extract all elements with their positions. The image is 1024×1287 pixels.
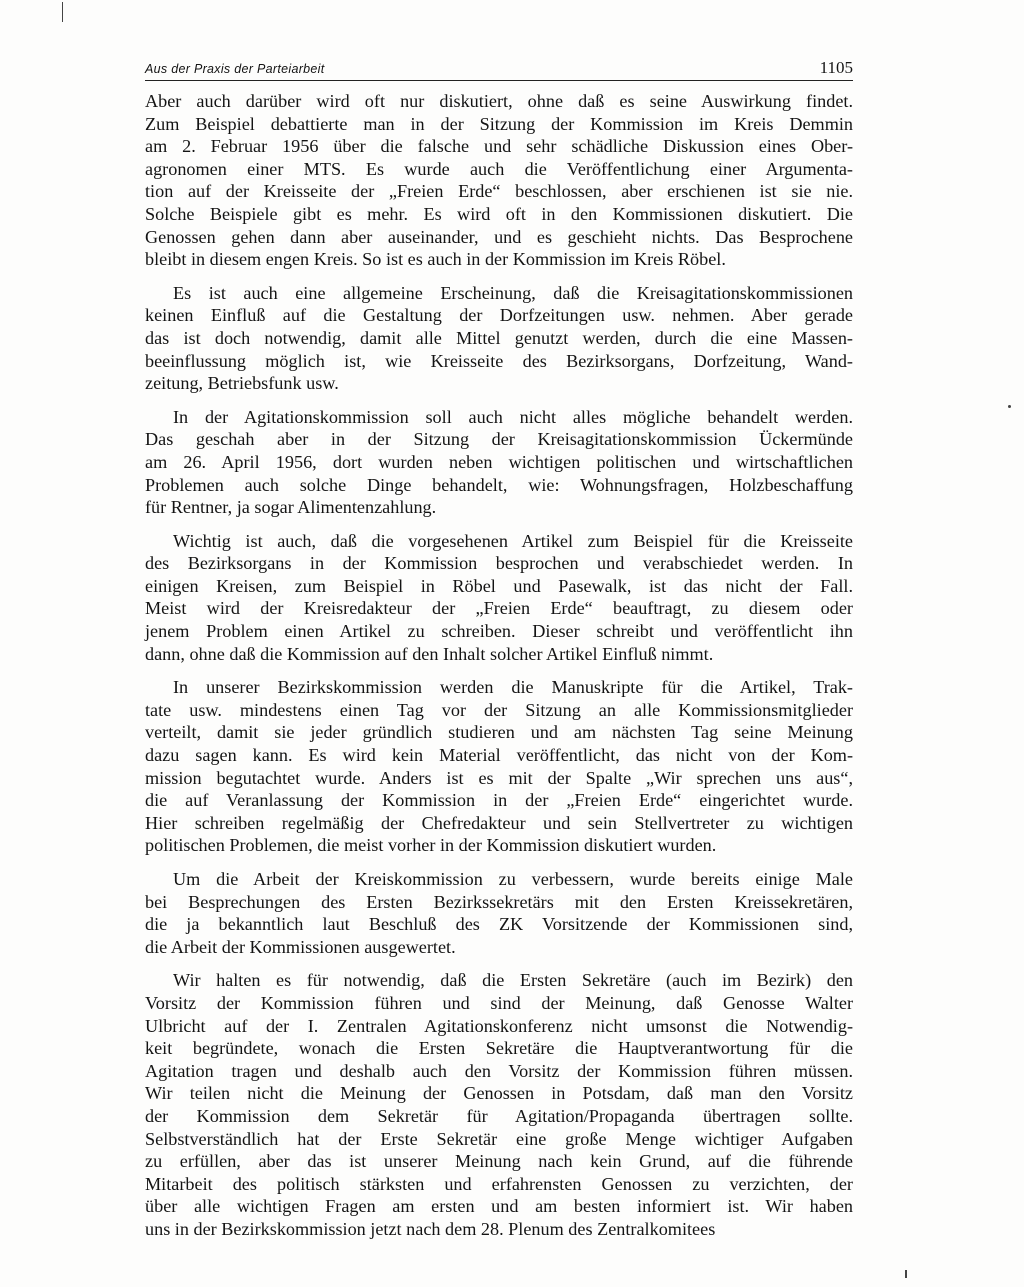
text-line: mission begutachtet wurde. Anders ist es mit der Spalte „Wir sprechen uns aus“, [145,767,853,788]
text-line: Wir halten es für notwendig, daß die Ersten Sekretäre (auch im Bezirk) den [173,970,853,991]
text-line: Vorsitz der Kommission führen und sind der Meinung, daß Genosse Walter [145,992,853,1013]
text-line: Problemen auch solche Dinge behandelt, wie: Wohnungsfragen, Holzbeschaffung [145,474,853,495]
text-line: beeinflussung möglich ist, wie Kreisseite des Bezirksorgans, Dorfzeitung, Wand- [145,350,853,371]
text-line: Aber auch darüber wird oft nur diskutiert, ohne daß es seine Auswirkung findet. [145,91,853,111]
text-line: die Arbeit der Kommissionen ausgewertet. [145,936,456,957]
text-line: Zum Beispiel debattierte man in der Sitzung der Kommission im Kreis Demmin [145,113,853,134]
text-line: tion auf der Kreisseite der „Freien Erde“ beschlossen, aber erschienen ist sie nie. [145,181,853,202]
scan-mark [62,2,63,22]
text-line: zu erfüllen, aber das ist unserer Meinung nach kein Grund, auf die führende [145,1151,853,1172]
text-line: jenem Problem einen Artikel zu schreiben. Dieser schreibt und veröffentlicht ihn [145,621,853,642]
text-line: am 2. Februar 1956 über die falsche und sehr schädliche Diskussion eines Ober- [145,136,853,157]
paragraph [145,868,853,958]
text-line: Wichtig ist auch, daß die vorgesehenen Artikel zum Beispiel für die Kreisseite [173,530,853,551]
text-line: dann, ohne daß die Kommission auf den Inhalt solcher Artikel Einfluß nimmt. [145,643,714,664]
text-line: agronomen einer MTS. Es wurde auch die Veröffentlichung einer Argumenta- [145,158,853,179]
text-line: Wir teilen nicht die Meinung der Genossen in Potsdam, daß man den Vorsitz [145,1083,853,1104]
text-line: Meist wird der Kreisredakteur der „Freien Erde“ beauftragt, zu diesem oder [145,598,853,619]
text-line: bleibt in diesem engen Kreis. So ist es auch in der Kommission im Kreis Röbel. [145,249,726,270]
header-rule [145,80,853,81]
text-line: tate usw. mindestens einen Tag vor der Sitzung an alle Kommissionsmitglieder [145,699,853,720]
text-line: In unserer Bezirkskommission werden die Manuskripte für die Artikel, Trak- [173,677,853,698]
paragraph [145,676,853,857]
text-line: Um die Arbeit der Kreiskommission zu verbessern, wurde bereits einige Male [173,869,853,889]
text-line: Agitation tragen und deshalb auch den Vorsitz der Kommission führen müssen. [145,1060,853,1081]
text-line: keit begründete, wonach die Ersten Sekretäre die Hauptverantwortung für die [145,1038,853,1059]
paragraph [145,406,853,519]
paragraph [145,90,853,271]
scan-mark [905,1270,907,1278]
text-line: Genossen gehen dann aber auseinander, und es geschieht nichts. Das Besprochene [145,226,853,247]
text-line: die auf Veranlassung der Kommission in der „Freien Erde“ eingerichtet wurde. [145,790,853,811]
text-line: verteilt, damit sie jeder gründlich studieren und am nächsten Tag seine Meinung [145,722,853,743]
text-line: Selbstverständlich hat der Erste Sekretär eine große Menge wichtiger Aufgaben [145,1128,853,1149]
text-line: die ja bekanntlich laut Beschluß des ZK Vorsitzende der Kommissionen sind, [145,914,853,935]
paragraph [145,969,853,1240]
text-line: Ulbricht auf der I. Zentralen Agitationskonferenz nicht umsonst die Notwendig- [145,1015,853,1036]
paragraph [145,282,853,395]
text-line: Mitarbeit des politisch stärksten und erfahrensten Genossen zu verzichten, der [145,1173,853,1194]
text-line: zeitung, Betriebsfunk usw. [145,373,339,394]
text-line: der Kommission dem Sekretär für Agitation/Propaganda übertragen sollte. [145,1105,853,1126]
scan-mark [1008,405,1011,408]
text-line: für Rentner, ja sogar Alimentenzahlung. [145,497,437,518]
text-line: uns in der Bezirkskommission jetzt nach dem 28. Plenum des Zentralkomitees [145,1218,716,1239]
text-line: das ist doch notwendig, damit alle Mittel genutzt werden, durch die eine Massen- [145,327,853,348]
text-line: Das geschah aber in der Sitzung der Kreisagitationskommission Ückermünde [145,429,853,450]
text-line: am 26. April 1956, dort wurden neben wichtigen politischen und wirtschaftlichen [145,451,853,472]
text-line: keinen Einfluß auf die Gestaltung der Dorfzeitungen usw. nehmen. Aber gerade [145,305,853,326]
running-head [145,58,853,80]
running-head-title: Aus der Praxis der Parteiarbeit [145,62,325,76]
text-line: über alle wichtigen Fragen am ersten und am besten informiert ist. Wir haben [145,1196,853,1217]
text-line: In der Agitationskommission soll auch nicht alles mögliche behandelt werden. [173,406,853,427]
paragraph [145,530,853,666]
page-number: 1105 [819,58,853,77]
text-line: dazu sagen kann. Es wird kein Material veröffentlicht, das nicht von der Kom- [145,745,853,766]
text-line: Es ist auch eine allgemeine Erscheinung, daß die Kreisagitationskommissionen [173,282,853,303]
text-line: des Bezirksorgans in der Kommission besprochen und verabschiedet werden. In [145,553,853,574]
text-line: Hier schreiben regelmäßig der Chefredakteur und sein Stellvertreter zu wichtigen [145,812,853,833]
text-line: politischen Problemen, die meist vorher in der Kommission diskutiert wurden. [145,835,717,856]
body-text [145,90,853,1252]
text-line: einigen Kreisen, zum Beispiel in Röbel und Pasewalk, ist das nicht der Fall. [145,575,853,596]
text-line: Solche Beispiele gibt es mehr. Es wird oft in den Kommissionen diskutiert. Die [145,203,853,224]
text-line: bei Besprechungen des Ersten Bezirkssekretärs mit den Ersten Kreissekretären, [145,891,853,912]
